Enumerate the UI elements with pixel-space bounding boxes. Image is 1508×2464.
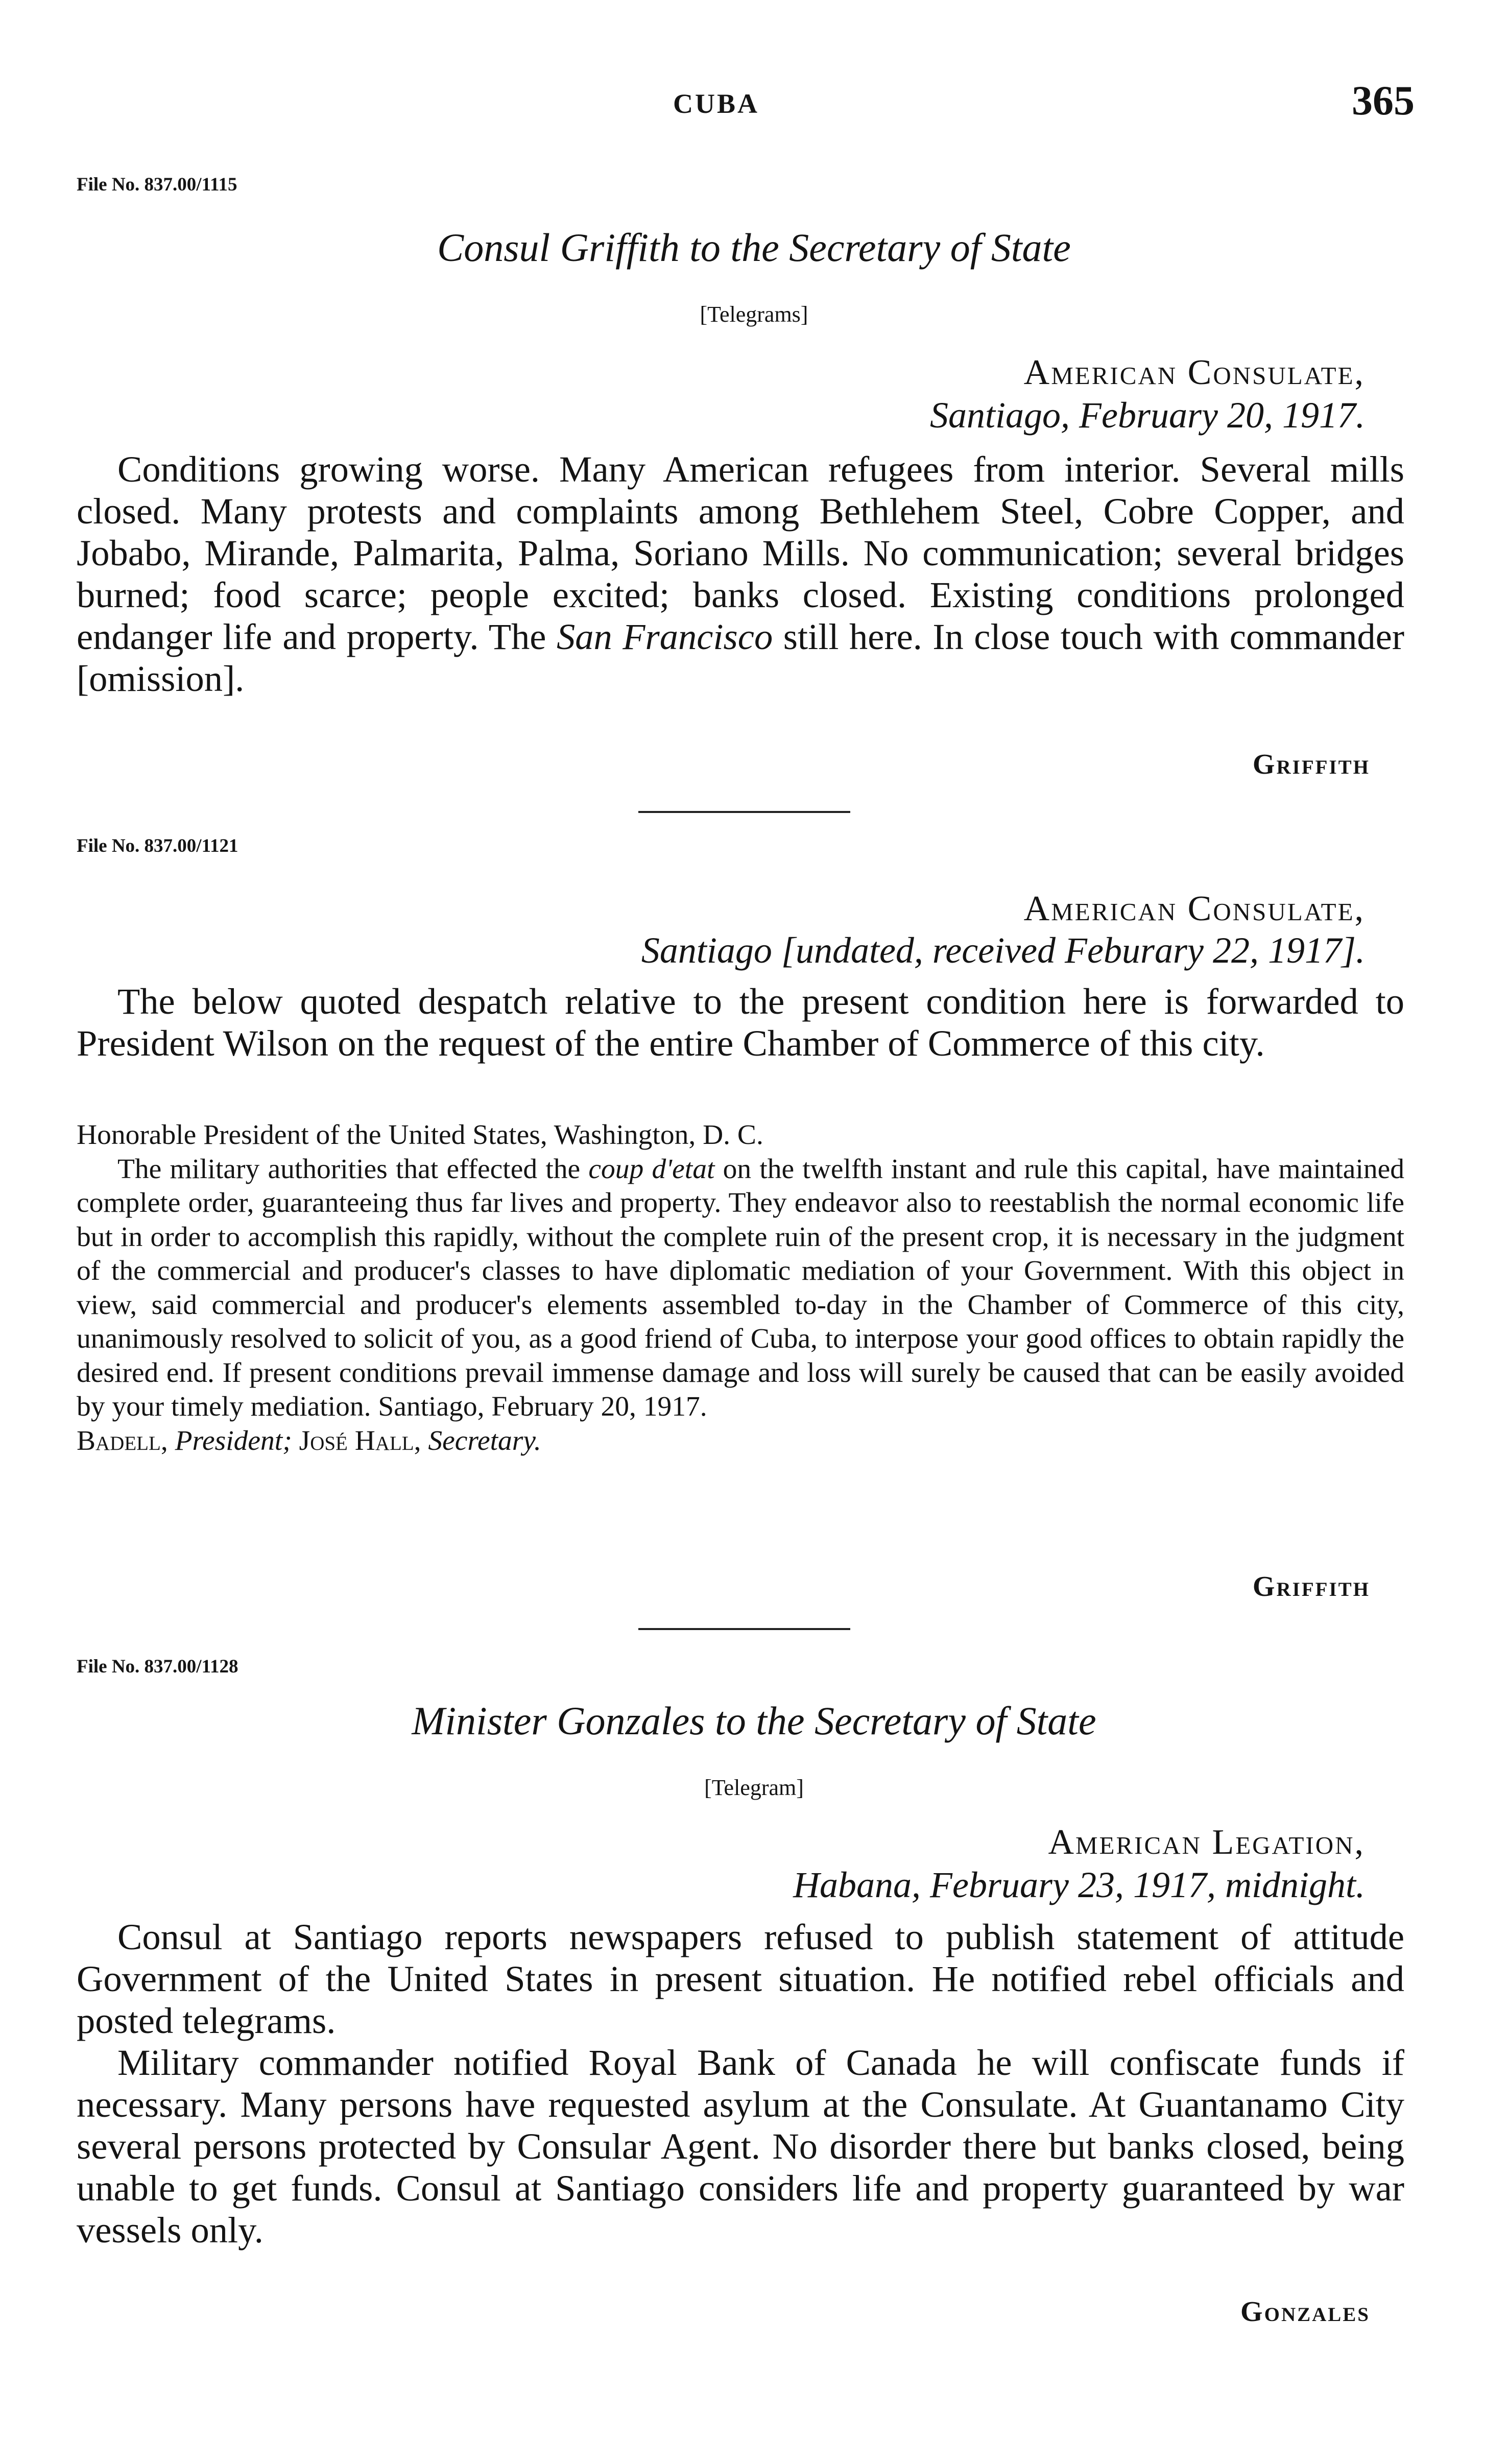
telegram-paragraph-2: Military commander notified Royal Bank of Canada he will confiscate funds if necessary. Many persons have requested asylum at the Consulate. At Guantanamo City several persons protected by Consular Agent. No disorder there but banks closed, being unable to get funds. Consul at Santiago considers life and property guaranteed by war vessels only.	[77, 2042, 1404, 2251]
quoted-despatch	[77, 1118, 1404, 1458]
signature-3: Gonzales	[1240, 2296, 1370, 2328]
quote-salutation: Honorable President of the United States, Washington, D. C.	[77, 1119, 763, 1151]
telegram-body-3	[77, 1916, 1404, 2251]
signatory-title-2: Secretary.	[428, 1425, 541, 1456]
ship-name: San Francisco	[556, 616, 773, 657]
file-number-2: File No. 837.00/1121	[77, 835, 238, 856]
dateline-2: Santiago [undated, received Feburary 22, 1917].	[641, 930, 1365, 971]
page-number: 365	[1352, 77, 1415, 124]
dateline-1: Santiago, February 20, 1917.	[930, 395, 1365, 436]
signatory-name-2: José Hall,	[299, 1425, 421, 1456]
sender-place-3: American Legation,	[1048, 1823, 1365, 1862]
file-number-3: File No. 837.00/1128	[77, 1656, 238, 1677]
dateline-3: Habana, February 23, 1917, midnight.	[793, 1864, 1365, 1905]
signatory-name-1: Badell,	[77, 1425, 168, 1456]
section-divider-2	[638, 1628, 850, 1630]
signature-2: Griffith	[1252, 1571, 1370, 1602]
document-heading-3: Minister Gonzales to the Secretary of State	[412, 1699, 1096, 1743]
quote-term: coup d'etat	[588, 1153, 715, 1185]
quote-text: The military authorities that effected the	[117, 1153, 589, 1185]
telegram-body-1	[77, 448, 1404, 700]
sender-place-2: American Consulate,	[1023, 889, 1365, 928]
section-divider-1	[638, 811, 850, 813]
signature-1: Griffith	[1252, 749, 1370, 780]
quote-text-end: on the twelfth instant and rule this capital, have maintained complete order, guaranteeing thus far lives and property. They endeavor also to reestablish the normal economic life but in order to accomplish this rapidly, without the complete ruin of the present crop, it is necessary in the judgment of the commercial and producer's classes to have diplomatic mediation of your Government. With this object in view, said commercial and producer's elements assembled to-day in the Chamber of Commerce of this city, unanimously resolved to solicit of you, as a good friend of Cuba, to interpose your good offices to obtain rapidly the desired end. If present conditions prevail immense damage and loss will surely be caused that can be easily avoided by your timely mediation. Santiago, February 20, 1917.	[77, 1153, 1404, 1422]
telegram-text-end: still here. In close touch with commander [omission].	[77, 616, 1404, 699]
document-heading-1: Consul Griffith to the Secretary of State	[437, 225, 1071, 270]
document-type-1: [Telegrams]	[700, 302, 808, 327]
running-header-title: CUBA	[673, 88, 760, 119]
quote-body	[77, 1153, 1404, 1424]
telegram-text: Conditions growing worse. Many American refugees from interior. Several mills closed. Many protests and complaints among Bethlehem Steel, Cobre Copper, and Jobabo, Mirande, Palmarita, Palma, Soriano Mills. No communication; several bridges burned; food scarce; people excited; banks closed. Existing conditions prolonged endanger life and property. The	[77, 448, 1404, 657]
file-number-1: File No. 837.00/1115	[77, 174, 237, 195]
document-type-3: [Telegram]	[704, 1775, 804, 1800]
telegram-paragraph-1: Consul at Santiago reports newspapers refused to publish statement of attitude Government of the United States in present situation. He notified rebel officials and posted telegrams.	[77, 1916, 1404, 2041]
quote-signatories	[77, 1424, 1404, 1458]
forwarding-note: The below quoted despatch relative to the present condition here is forwarded to President Wilson on the request of the entire Chamber of Commerce of this city.	[77, 980, 1404, 1064]
signatory-title-1: President;	[175, 1425, 292, 1456]
sender-place-1: American Consulate,	[1023, 353, 1365, 392]
